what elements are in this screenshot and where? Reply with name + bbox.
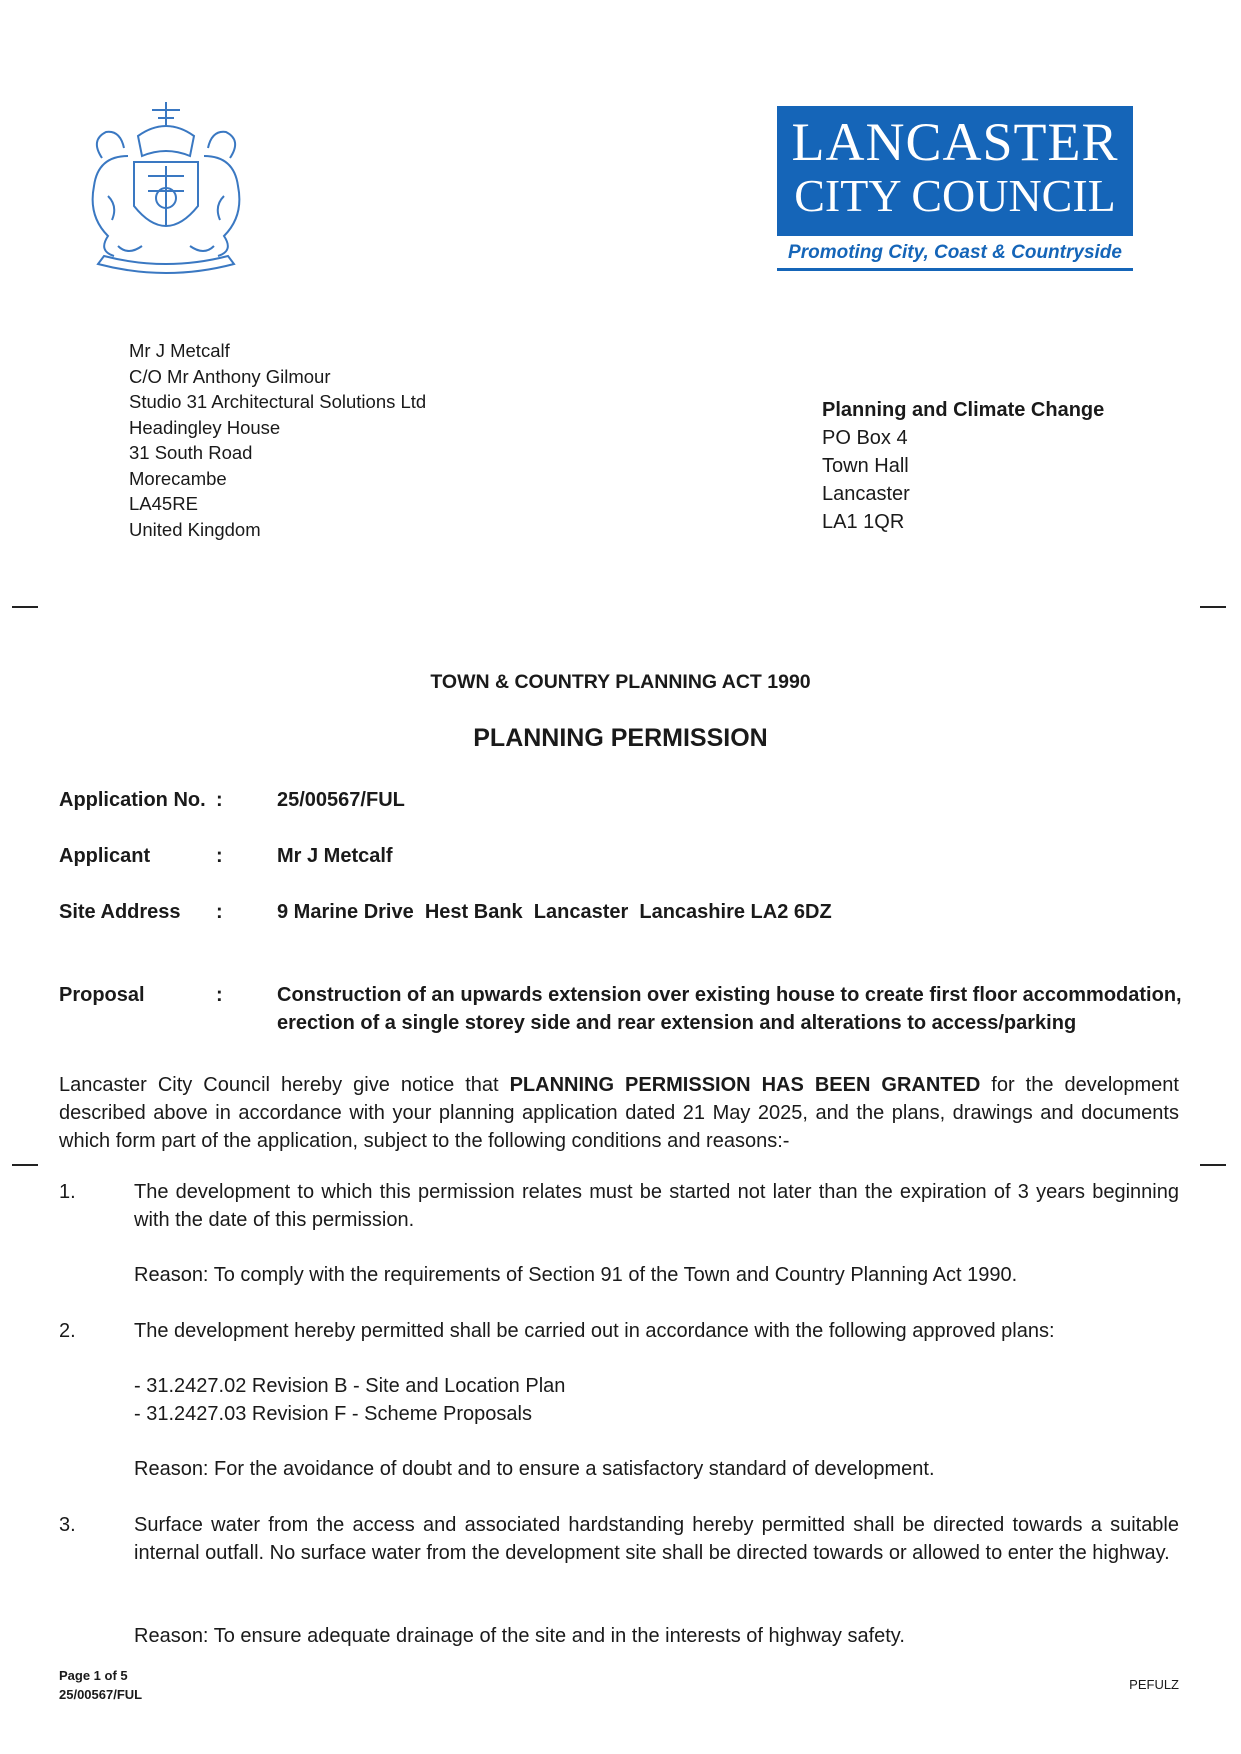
logo-title-line1: LANCASTER [791,112,1119,172]
page-number: Page 1 of 5 [59,1668,128,1683]
footer-left [59,1666,142,1704]
document-title: PLANNING PERMISSION [473,724,768,752]
recipient-line: Headingley House [129,416,281,438]
office-department: Planning and Climate Change [822,399,1105,421]
proposal-value: Construction of an upwards extension over existing house to create first floor accommodation, erection of a single storey side and rear extension and alterations to access/parking [277,984,1182,1034]
condition-text: The development hereby permitted shall be carried out in accordance with the following approved plans: [134,1320,1055,1342]
logo-tagline: Promoting City, Coast & Countryside [788,242,1122,263]
council-logo [777,106,1133,272]
recipient-line: 31 South Road [129,442,253,463]
office-line: LA1 1QR [822,511,905,533]
approved-plan-item: - 31.2427.03 Revision F - Scheme Proposals [134,1403,532,1425]
field-colon: : [216,845,223,867]
application-no-label: Application No. [59,789,206,811]
intro-granted: PLANNING PERMISSION HAS BEEN GRANTED [509,1074,981,1096]
applicant-value: Mr J Metcalf [277,845,393,867]
recipient-line: United Kingdom [129,518,261,540]
fold-mark [1200,1164,1226,1166]
field-colon: : [216,789,223,811]
approved-plan-item: - 31.2427.02 Revision B - Site and Location Plan [134,1375,566,1397]
recipient-line: LA45RE [129,493,198,514]
recipient-line: Morecambe [129,467,227,489]
footer-code: PEFULZ [1129,1677,1179,1692]
site-address-label: Site Address [59,901,181,923]
recipient-line: Studio 31 Architectural Solutions Ltd [129,391,427,412]
application-no-value: 25/00567/FUL [277,789,405,811]
condition-reason: Reason: To comply with the requirements of Section 91 of the Town and Country Planning Act 1990. [134,1264,1018,1286]
proposal-label: Proposal [59,984,145,1006]
office-line: PO Box 4 [822,427,908,449]
field-colon: : [216,901,223,923]
condition-reason: Reason: To ensure adequate drainage of the site and in the interests of highway safety. [134,1625,905,1647]
fold-mark [12,606,38,608]
office-line: Lancaster [822,483,910,505]
site-address-value: 9 Marine Drive Hest Bank Lancaster Lancashire LA2 6DZ [277,901,832,923]
condition-text: The development to which this permission relates must be started not later than the expiration of 3 years beginning with the date of this permission. [134,1181,1179,1231]
recipient-address [129,338,426,542]
condition-number: 2. [59,1320,76,1342]
office-address [822,396,1104,536]
condition-reason: Reason: For the avoidance of doubt and to ensure a satisfactory standard of development. [134,1458,935,1480]
fold-mark [1200,606,1226,608]
intro-text: Lancaster City Council hereby give notice that [59,1074,510,1096]
logo-underline [777,268,1133,271]
office-line: Town Hall [822,455,909,477]
intro-text: for the development described above in accordance with your planning application dated 21 May 2025, and the plans, drawings and documents which form part of the application, subject to the following conditions and reasons:- [59,1074,1179,1152]
footer-reference: 25/00567/FUL [59,1687,143,1702]
act-title: TOWN & COUNTRY PLANNING ACT 1990 [430,671,811,693]
intro-paragraph [59,1071,1179,1155]
fold-mark [12,1164,38,1166]
condition-number: 1. [59,1181,76,1203]
applicant-label: Applicant [59,845,151,867]
condition-number: 3. [59,1514,76,1536]
recipient-line: Mr J Metcalf [129,340,230,361]
council-crest [68,96,264,276]
logo-box [777,106,1133,236]
lancaster-coat-of-arms-icon [68,96,264,276]
recipient-line: C/O Mr Anthony Gilmour [129,365,331,387]
condition-text: Surface water from the access and associated hardstanding hereby permitted shall be directed towards a suitable internal outfall. No surface water from the development site shall be directed towards or allowed to enter the highway. [134,1514,1179,1564]
field-colon: : [216,984,223,1006]
logo-title-line2: CITY COUNCIL [794,170,1116,221]
